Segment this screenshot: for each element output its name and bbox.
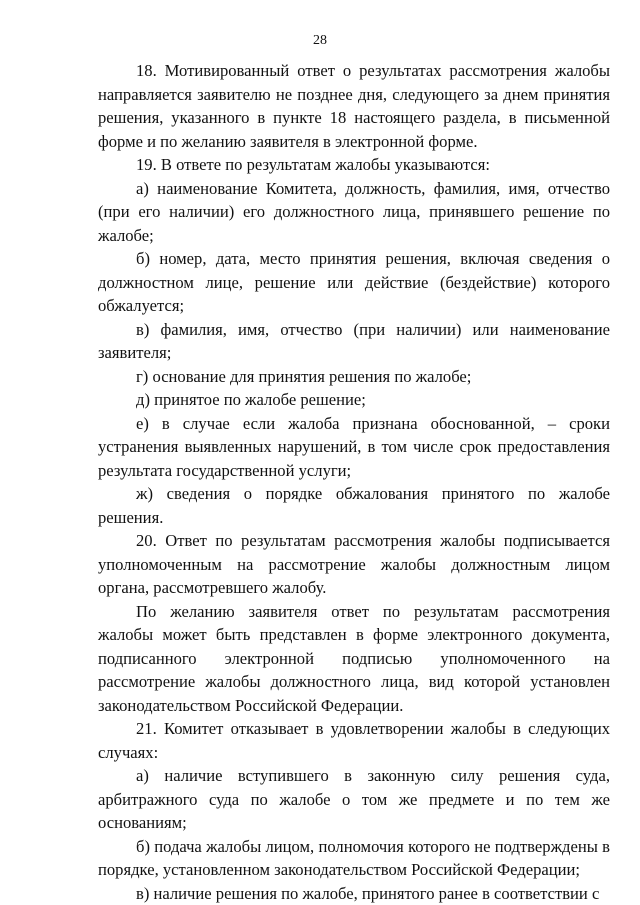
list-item-b: б) номер, дата, место принятия решения, включая сведения о должностном лице, решение или действие (бездействие) которого обжалуется; <box>98 249 610 315</box>
paragraph-20: 20. Ответ по результатам рассмотрения жалобы подписывается уполномоченным на рассмотрение жалобы должностным лицом органа, рассмотревшего жалобу. <box>98 531 610 597</box>
paragraph-18: 18. Мотивированный ответ о результатах рассмотрения жалобы направляется заявителю не позднее дня, следующего за днем принятия решения, указанного в пункте 18 настоящего раздела, в письменной форме и по желанию заявителя в электронной форме. <box>98 61 610 151</box>
list-item-zh: ж) сведения о порядке обжалования принятого по жалобе решения. <box>98 484 610 527</box>
refusal-item-b: б) подача жалобы лицом, полномочия которого не подтверждены в порядке, установленном законодательством Российской Федерации; <box>98 836 610 879</box>
list-item-d: д) принятое по жалобе решение; <box>136 390 366 409</box>
paragraph-19: 19. В ответе по результатам жалобы указываются: <box>136 155 491 174</box>
refusal-item-v: в) наличие решения по жалобе, принятого ранее в соответствии с <box>136 883 600 903</box>
refusal-item-a: а) наличие вступившего в законную силу решения суда, арбитражного суда по жалобе о том же предмете и по тем же основаниям; <box>98 766 610 832</box>
paragraph-21: 21. Комитет отказывает в удовлетворении жалобы в следующих случаях: <box>98 719 610 762</box>
page-number: 28 <box>313 33 327 48</box>
list-item-a: а) наименование Комитета, должность, фамилия, имя, отчество (при его наличии) его должностного лица, принявшего решение по жалобе; <box>98 178 610 245</box>
list-item-g: г) основание для принятия решения по жалобе; <box>136 366 472 386</box>
list-item-v: в) фамилия, имя, отчество (при наличии) или наименование заявителя; <box>98 319 610 362</box>
document-body <box>98 59 610 905</box>
paragraph-20-continued: По желанию заявителя ответ по результатам рассмотрения жалобы может быть представлен в форме электронного документа, подписанного электронной подписью уполномоченного на рассмотрение жалобы должностного лица, вид которой установлен законодательством Российской Федерации. <box>98 601 610 715</box>
list-item-e: е) в случае если жалоба признана обоснованной, – сроки устранения выявленных нарушений, в том числе срок предоставления результата государственной услуги; <box>98 413 610 480</box>
